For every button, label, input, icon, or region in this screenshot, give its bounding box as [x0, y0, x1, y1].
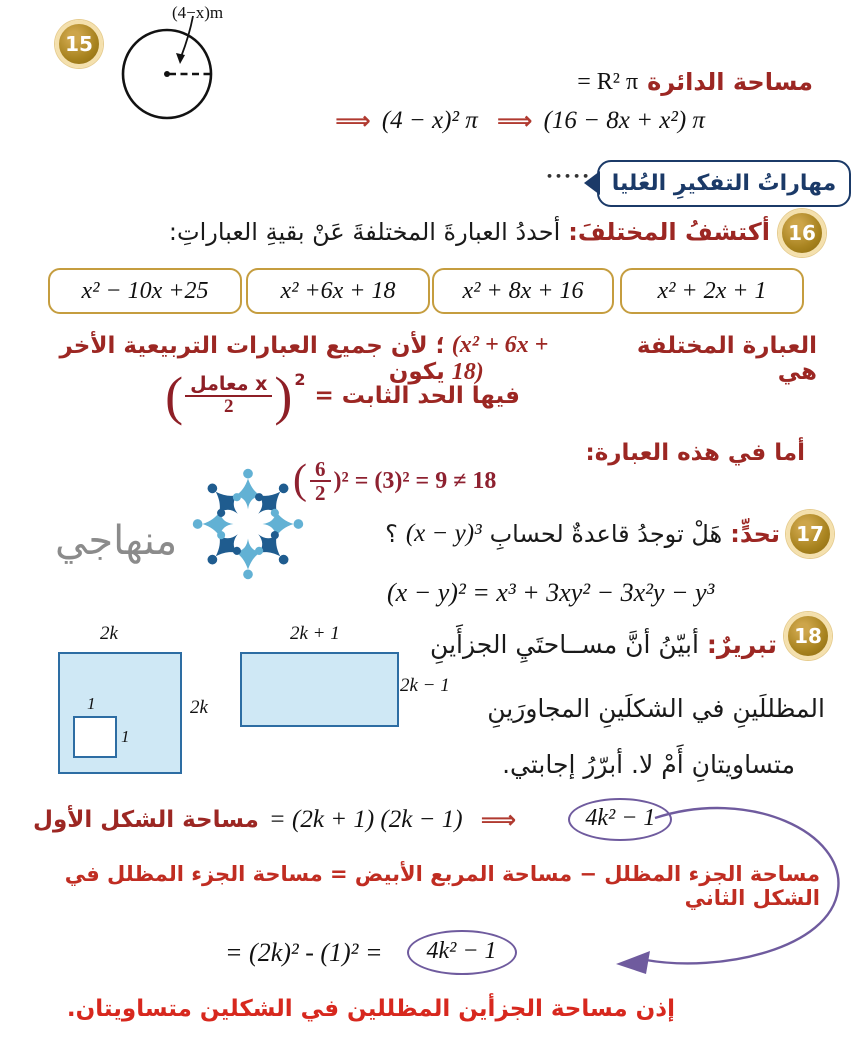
- implies-arrow-2: ⟹: [496, 106, 533, 135]
- solution-18-conclusion: إذن مساحة الجزأين المظللين في الشكلين متساويتان.: [66, 996, 675, 1022]
- manhaji-logo-icon: [180, 457, 316, 586]
- problem-18-line-1: [430, 630, 777, 659]
- eq-rest: )² = (3)² = 9 ≠ 18: [333, 467, 497, 494]
- close-paren: ): [274, 366, 293, 426]
- shaded-square-diagram: [58, 652, 182, 774]
- eq-denominator: 2: [315, 481, 326, 506]
- solution-18-line-c: [225, 930, 517, 975]
- rectangle-right-dim: 2k − 1: [400, 675, 450, 696]
- square-top-dim: 2k: [100, 623, 118, 644]
- problem-16-label: أكتشفُ المختلفَ:: [568, 218, 770, 246]
- second-shape-area-eq: = (2k)² - (1)² =: [225, 937, 383, 967]
- implies-arrow-1: ⟹: [335, 106, 371, 135]
- first-shape-area-eq: = (2k + 1) (2k − 1): [268, 805, 463, 833]
- radius-label: (4−x)m: [172, 3, 224, 22]
- problem-17-prompt-line: [385, 520, 780, 548]
- solution-16-text-a: العبارة المختلفة هي: [636, 333, 817, 385]
- problem-18-badge: 18: [784, 612, 832, 660]
- circle-area-steps-line: [335, 106, 705, 135]
- solution-16-line-3: أما في هذه العبارة:: [585, 440, 805, 466]
- coefficient-fraction-expression: [165, 366, 306, 426]
- banner-dots: •••••: [546, 170, 592, 183]
- inner-square-top-dim: 1: [87, 694, 96, 713]
- circle-area-formula-line: [577, 68, 813, 96]
- problem-16-prompt: أحددُ العبارةَ المختلفةَ عَنْ بقيةِ العباراتِ:: [168, 218, 561, 246]
- circle-area-label: مساحة الدائرة: [647, 68, 813, 96]
- problem-17-math: (x − y)³: [405, 520, 482, 547]
- problem-17-equation: (x − y)² = x³ + 3xy² − 3x²y − y³: [387, 578, 715, 607]
- problem-17-badge: 17: [786, 510, 834, 558]
- problem-18-text-1: أبيّنُ أنَّ مســاحتَيِ الجزأَينِ: [430, 630, 699, 659]
- expression-box-3: x² + 8x + 16: [432, 268, 614, 314]
- white-inner-square: [73, 716, 117, 758]
- coefficient-fraction: [185, 375, 272, 417]
- problem-17-prompt: هَلْ توجدُ قاعدةٌ لحسابِ: [489, 520, 723, 548]
- problem-16-badge: 16: [778, 209, 826, 257]
- constant-term-text: فيها الحد الثابت =: [314, 383, 520, 410]
- circled-result-1: 4k² − 1: [568, 798, 672, 841]
- squared-exponent: 2: [294, 370, 306, 389]
- solution-18-line-b: مساحة الجزء المظلل − مساحة المربع الأبيض = مساحة الجزء المظلل في الشكل الثاني: [64, 862, 820, 910]
- solution-16-text-b: ؛ لأن جميع العبارات التربيعية الأخر يكون: [59, 333, 445, 385]
- square-right-dim: 2k: [190, 697, 208, 718]
- expression-box-2: x² +6x + 18: [246, 268, 430, 314]
- area-step-1: (4 − x)² π: [381, 106, 478, 134]
- problem-15-badge: 15: [55, 20, 103, 68]
- problem-17-label: تحدٍّ:: [730, 520, 780, 548]
- manhaji-logo-text: منهاجي: [55, 518, 178, 564]
- solution-16-line-2: [165, 366, 520, 426]
- solution-16-math: (x² + 6x + 18): [451, 332, 549, 385]
- expression-box-1: x² − 10x +25: [48, 268, 242, 314]
- problem-18-text-2: المظللَينِ في الشكلَينِ المجاورَينِ: [487, 694, 825, 723]
- rectangle-top-dim: 2k + 1: [290, 623, 340, 644]
- shaded-rectangle-diagram: [240, 652, 399, 727]
- eq-numerator: 6: [310, 458, 331, 482]
- fraction-denominator: 2: [224, 396, 234, 418]
- area-step-2: (16 − 8x + x²) π: [543, 106, 705, 134]
- problem-17-question-mark: ؟: [385, 520, 398, 548]
- higher-thinking-skills-banner: [597, 160, 851, 207]
- problem-16-prompt-line: [169, 218, 770, 246]
- open-paren: (: [165, 366, 184, 426]
- eq-open-paren: (: [293, 457, 307, 504]
- inner-square-right-dim: 1: [121, 727, 130, 746]
- first-shape-area-label: مساحة الشكل الأول: [33, 806, 259, 833]
- problem-18-text-3: متساويتانِ أَمْ لا. أبرّرُ إجابتي.: [502, 750, 795, 779]
- problem-18-label: تبريرٌ:: [706, 630, 777, 659]
- circled-result-2: 4k² − 1: [407, 930, 517, 975]
- fraction-numerator: معامل x: [185, 375, 272, 397]
- solution-16-check-equation: [293, 458, 496, 504]
- circle-area-math: = R² π: [577, 68, 639, 95]
- banner-title: مهاراتُ التفكيرِ العُليا: [611, 171, 837, 196]
- banner-tip-icon: [584, 171, 600, 195]
- implies-arrow-3: ⟹: [480, 805, 517, 834]
- expression-box-4: x² + 2x + 1: [620, 268, 804, 314]
- solution-18-line-a: [33, 798, 672, 841]
